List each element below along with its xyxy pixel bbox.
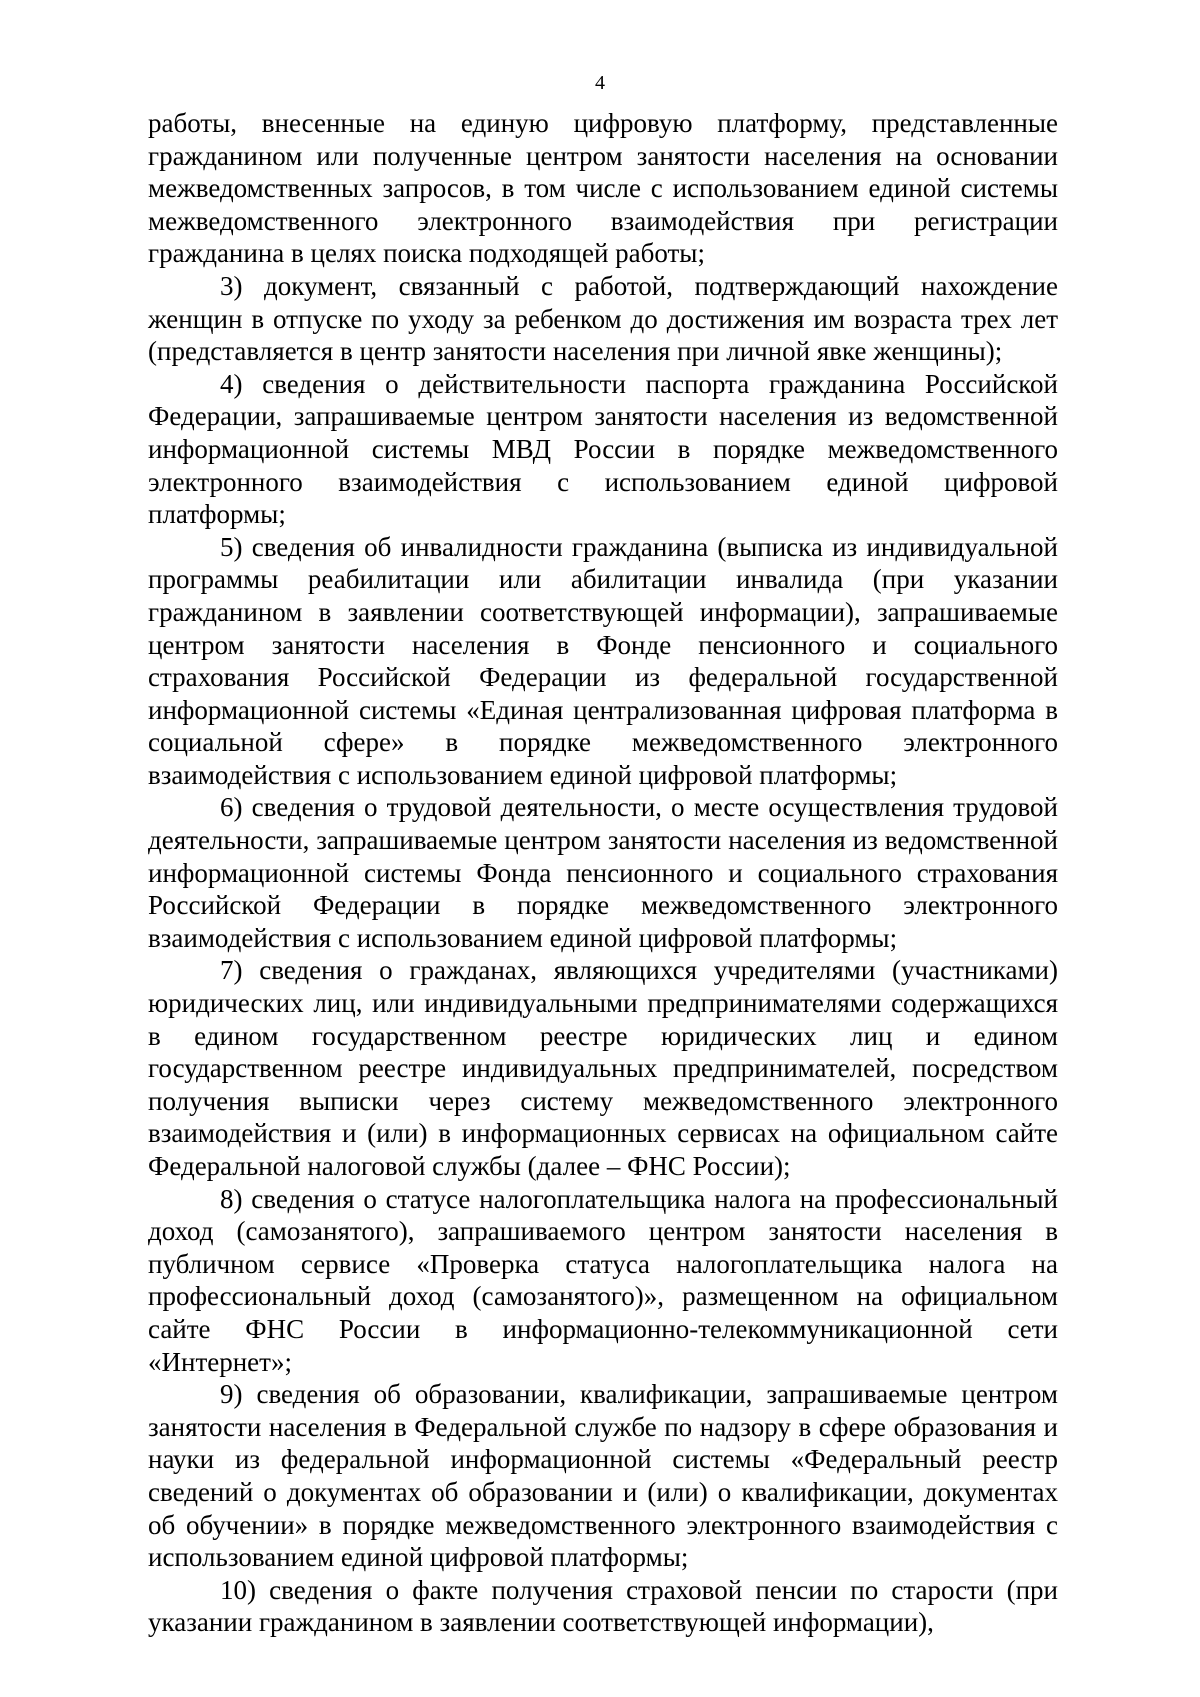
page-number: 4	[595, 72, 605, 94]
paragraph-item-3: 3) документ, связанный с работой, подтверждающий нахождение женщин в отпуске по уходу за ребенком до достижения им возраста трех лет (представляется в центр занятости населения при личной явке женщины);	[148, 270, 1058, 367]
paragraph-item-9: 9) сведения об образовании, квалификации, запрашиваемые центром занятости населения в Федеральной службе по надзору в сфере образования и науки из федеральной информационной системы «Федеральный реестр сведений о документах об образовании и (или) о квалификации, документах об обучении» в порядке межведомственного электронного взаимодействия с использованием единой цифровой платформы;	[148, 1379, 1058, 1573]
paragraph-continuation: работы, внесенные на единую цифровую платформу, представленные гражданином или полученные центром занятости населения на основании межведомственных запросов, в том числе с использованием единой системы межведомственного электронного взаимодействия при регистрации гражданина в целях поиска подходящей работы;	[148, 108, 1058, 269]
document-body	[148, 107, 1058, 1639]
paragraph-item-4: 4) сведения о действительности паспорта гражданина Российской Федерации, запрашиваемые центром занятости населения из ведомственной информационной системы МВД России в порядке межведомственного электронного взаимодействия с использованием единой цифровой платформы;	[148, 368, 1058, 530]
paragraph-item-10: 10) сведения о факте получения страховой пенсии по старости (при указании гражданином в заявлении соответствующей информации),	[148, 1574, 1058, 1638]
paragraph-item-8: 8) сведения о статусе налогоплательщика налога на профессиональный доход (самозанятого), запрашиваемого центром занятости населения в публичном сервисе «Проверка статуса налогоплательщика налога на профессиональный доход (самозанятого)», размещенном на официальном сайте ФНС России в информационно-телекоммуникационной сети «Интернет»;	[148, 1183, 1058, 1377]
paragraph-item-7: 7) сведения о гражданах, являющихся учредителями (участниками) юридических лиц, или индивидуальными предпринимателями содержащихся в едином государственном реестре юридических лиц и едином государственном реестре индивидуальных предпринимателей, посредством получения выписки через систему межведомственного электронного взаимодействия и (или) в информационных сервисах на официальном сайте Федеральной налоговой службы (далее – ФНС России);	[148, 955, 1058, 1181]
paragraph-item-6: 6) сведения о трудовой деятельности, о месте осуществления трудовой деятельности, запрашиваемые центром занятости населения из ведомственной информационной системы Фонда пенсионного и социального страхования Российской Федерации в порядке межведомственного электронного взаимодействия с использованием единой цифровой платформы;	[148, 792, 1058, 953]
paragraph-item-5: 5) сведения об инвалидности гражданина (выписка из индивидуальной программы реабилитации или абилитации инвалида (при указании гражданином в заявлении соответствующей информации), запрашиваемые центром занятости населения в Фонде пенсионного и социального страхования Российской Федерации из федеральной государственной информационной системы «Единая централизованная цифровая платформа в социальной сфере» в порядке межведомственного электронного взаимодействия с использованием единой цифровой платформы;	[148, 531, 1058, 790]
